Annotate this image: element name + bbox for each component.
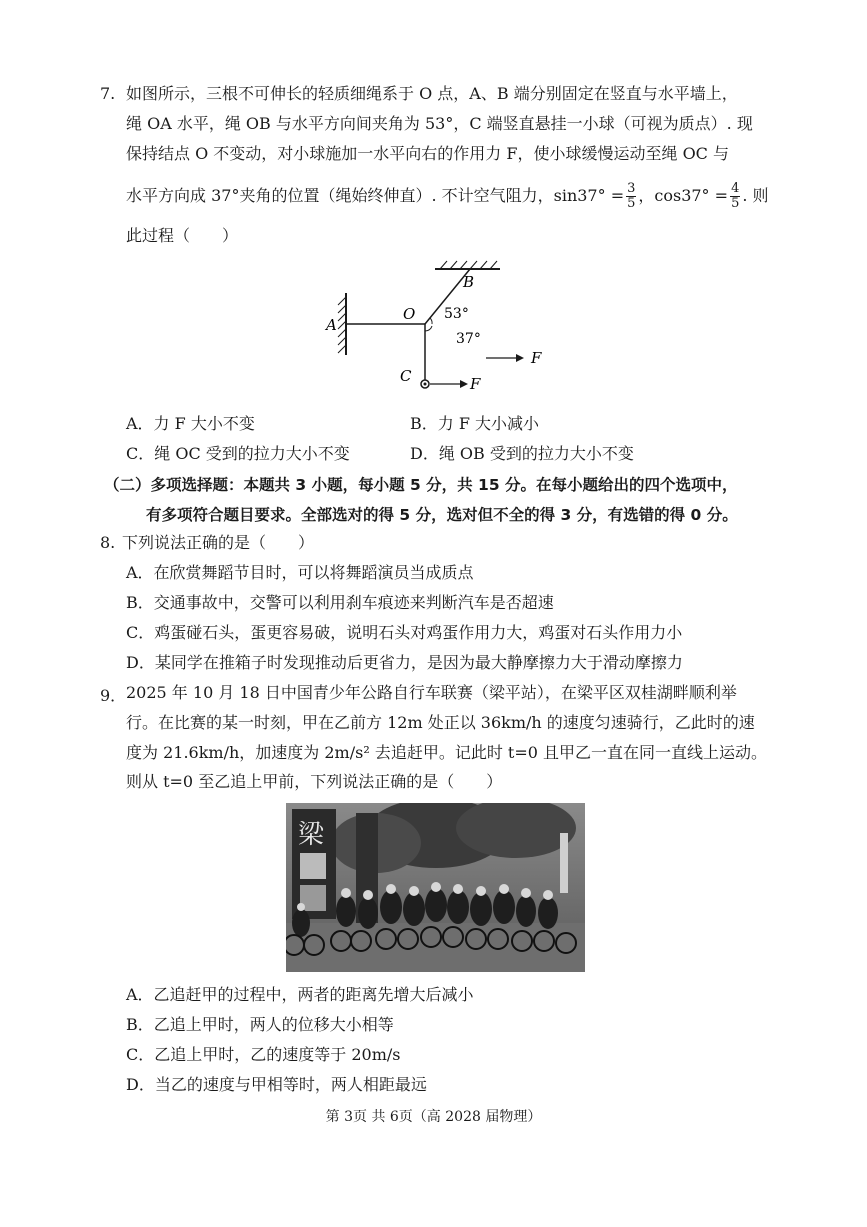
question-7-line-2: 绳 OA 水平，绳 OB 与水平方向间夹角为 53°，C 端竖直悬挂一小球（可视为质点）. 现 — [126, 114, 753, 133]
cycling-race-photo — [286, 803, 585, 972]
question-7-then-text: . 则 — [742, 186, 769, 205]
question-9-line-1: 2025 年 10 月 18 日中国青少年公路自行车联赛（梁平站），在梁平区双桂湖畔顺利举 — [126, 683, 737, 702]
photo-sign-text: 梁 — [298, 820, 325, 850]
label-O: O — [403, 305, 416, 323]
angle-53-arc — [430, 318, 432, 324]
question-9-number: 9． — [100, 686, 127, 705]
q8-option-D: D．某同学在推箱子时发现推动后更省力，是因为最大静摩擦力大于滑动摩擦力 — [126, 653, 683, 672]
label-A: A — [326, 316, 337, 334]
angle-53-label: 53° — [444, 306, 469, 322]
label-C: C — [400, 367, 412, 385]
label-B: B — [463, 273, 475, 291]
question-7-line-4 — [126, 180, 769, 212]
vertical-wall-hatching — [338, 297, 346, 353]
page-footer: 第 3页 共 6页（高 2028 届物理） — [325, 1109, 542, 1125]
cos-fraction: $\frac{4}{5}$ — [731, 181, 740, 211]
question-7-line-1: 如图所示，三根不可伸长的轻质细绳系于 O 点，A、B 端分别固定在竖直与水平墙上， — [126, 84, 738, 103]
rope-force-diagram — [320, 255, 560, 400]
section-2-header-line-1: （二）多项选择题：本题共 3 小题，每小题 5 分，共 15 分。在每小题给出的四个选项中， — [104, 476, 738, 494]
question-7-line-4-text: 水平方向成 37°夹角的位置（绳始终伸直）. 不计空气阻力，sin37° = — [126, 186, 625, 205]
question-7-line-3: 保持结点 O 不变动，对小球施加一水平向右的作用力 F，使小球缓慢运动至绳 OC 与 — [126, 144, 730, 163]
sin-fraction: $\frac{3}{5}$ — [627, 181, 636, 211]
q8-option-A: A．在欣赏舞蹈节目时，可以将舞蹈演员当成质点 — [126, 563, 474, 582]
q9-option-A: A．乙追赶甲的过程中，两者的距离先增大后减小 — [126, 985, 474, 1004]
q7-option-A: A．力 F 大小不变 — [126, 414, 255, 433]
q7-option-C: C．绳 OC 受到的拉力大小不变 — [126, 444, 350, 463]
angle-37-label: 37° — [456, 331, 481, 347]
question-7-line-5: 此过程（ ） — [126, 226, 239, 245]
force-arrow-standalone-head — [516, 354, 524, 362]
section-2-header-line-2: 有多项符合题目要求。全部选对的得 5 分，选对但不全的得 3 分，有选错的得 0 分。 — [146, 506, 738, 524]
force-label-ball: F — [470, 375, 481, 393]
force-arrow-ball-head — [460, 380, 468, 388]
ceiling-hatching — [440, 261, 497, 269]
q9-option-C: C．乙追上甲时，乙的速度等于 20m/s — [126, 1045, 401, 1064]
ball-C-center — [424, 383, 427, 386]
question-9-line-4: 则从 t=0 至乙追上甲前，下列说法正确的是（ ） — [126, 772, 503, 791]
question-7-number: 7. — [100, 84, 116, 103]
q8-option-C: C．鸡蛋碰石头，蛋更容易破，说明石头对鸡蛋作用力大，鸡蛋对石头作用力小 — [126, 623, 683, 642]
question-7-cos-text: ，cos37° = — [638, 186, 729, 205]
question-9-line-2: 行。在比赛的某一时刻，甲在乙前方 12m 处正以 36km/h 的速度匀速骑行，乙此时的速 — [126, 713, 755, 732]
q9-option-B: B．乙追上甲时，两人的位移大小相等 — [126, 1015, 394, 1034]
question-8-stem: 下列说法正确的是（ ） — [122, 533, 315, 552]
question-8-number: 8. — [100, 533, 116, 552]
q9-option-D: D．当乙的速度与甲相等时，两人相距最远 — [126, 1075, 427, 1094]
cycling-photo-illustration — [286, 803, 585, 972]
question-9-line-3: 度为 21.6km/h，加速度为 2m/s² 去追赶甲。记此时 t=0 且甲乙一直在同一直线上运动。 — [126, 743, 768, 762]
force-label-standalone: F — [531, 349, 542, 367]
q7-option-B: B．力 F 大小减小 — [410, 414, 540, 433]
angle-37-arc — [425, 326, 432, 331]
q8-option-B: B．交通事故中，交警可以利用刹车痕迹来判断汽车是否超速 — [126, 593, 554, 612]
q7-option-D: D．绳 OB 受到的拉力大小不变 — [410, 444, 634, 463]
